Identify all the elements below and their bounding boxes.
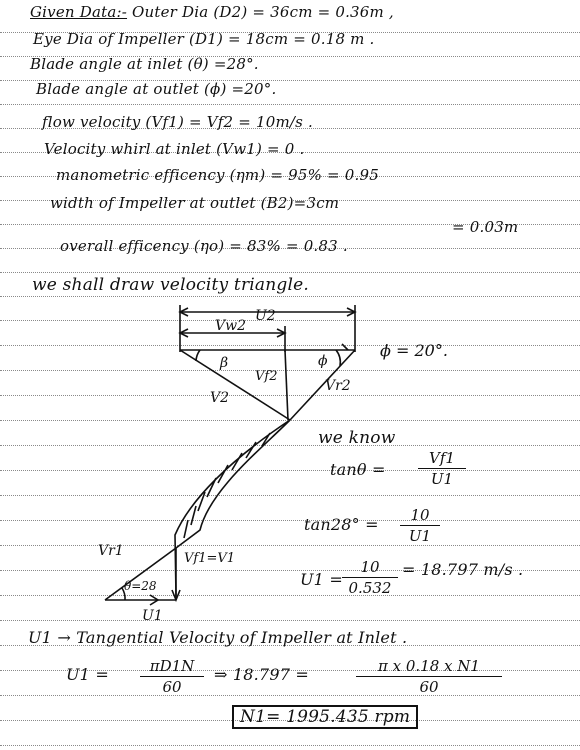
we-know-label: we know (318, 428, 396, 448)
phi-tick (342, 344, 348, 350)
tan-theta-numerator: Vf1 (429, 449, 455, 467)
tan28-fraction (400, 506, 440, 545)
tan28-lhs: tan28° = (304, 515, 379, 534)
fraction-bar (356, 676, 502, 677)
rpm-denominator: 60 (419, 678, 439, 696)
tan-theta-lhs: tanθ = (330, 460, 386, 479)
beta-label: β (220, 355, 229, 371)
phi-arc (336, 350, 340, 366)
impeller-vane-curve-inner (176, 420, 290, 548)
blade-angle-outlet-line: Blade angle at outlet (ϕ) =20°. (36, 80, 277, 98)
vf2-label: Vf2 (255, 369, 278, 384)
u1-eq-lhs: U1 = (300, 570, 343, 589)
u1-formula-fraction (140, 657, 204, 696)
velocity-whirl-line: Velocity whirl at inlet (Vw1) = 0 . (44, 140, 305, 158)
vr1-label: Vr1 (98, 543, 124, 559)
fraction-bar (140, 676, 204, 677)
u2-label: U2 (255, 308, 276, 324)
beta-arc (196, 350, 200, 361)
impeller-width-si-line: = 0.03m (452, 218, 519, 236)
u1-label: U1 (142, 608, 163, 624)
blade-angle-inlet-line: Blade angle at inlet (θ) =28°. (30, 55, 259, 73)
theta-label: θ=28 (124, 579, 157, 593)
tan28-denominator: U1 (408, 527, 432, 545)
u1-formula-numerator: πD1N (149, 657, 195, 675)
u1-fraction (342, 558, 398, 597)
vf2-vector (285, 350, 288, 420)
vr2-label: Vr2 (325, 378, 351, 394)
fraction-bar (342, 577, 398, 578)
implies-arrow-eq: ⇒ 18.797 = (214, 665, 309, 684)
rpm-numerator: π x 0.18 x N1 (378, 657, 480, 675)
v2-label: V2 (210, 390, 230, 406)
rpm-fraction (356, 657, 502, 696)
vane-hatch (184, 520, 188, 538)
outer-dia-text: Outer Dia (D2) = 36cm = 0.36m , (132, 3, 394, 21)
phi-label: ϕ (318, 353, 328, 369)
vane-hatch (191, 506, 196, 525)
vw2-label: Vw2 (215, 318, 247, 334)
phi-value-label: ϕ = 20°. (380, 341, 448, 360)
tangential-velocity-definition: U1 → Tangential Velocity of Impeller at Inlet . (28, 628, 408, 647)
u1-formula-lhs: U1 = (66, 665, 109, 684)
overall-efficiency-line: overall efficency (ηo) = 83% = 0.83 . (60, 237, 348, 255)
u1-numerator: 10 (360, 558, 380, 576)
tan28-numerator: 10 (410, 506, 430, 524)
final-rpm-result: N1= 1995.435 rpm (232, 705, 418, 729)
vane-hatch (218, 465, 228, 483)
u1-result: = 18.797 m/s . (402, 560, 524, 579)
vf1-label: Vf1=V1 (184, 551, 236, 566)
tan-theta-fraction (418, 449, 466, 488)
tan-theta-denominator: U1 (430, 470, 454, 488)
impeller-vane-curve (175, 420, 290, 596)
given-heading: Given Data:- (30, 3, 128, 21)
fraction-bar (418, 468, 466, 469)
impeller-width-line: width of Impeller at outlet (B2)=3cm (50, 194, 340, 212)
fraction-bar (400, 525, 440, 526)
manometric-efficiency-line: manometric efficency (ηm) = 95% = 0.95 (56, 166, 379, 184)
eye-dia-line: Eye Dia of Impeller (D1) = 18cm = 0.18 m . (33, 30, 375, 48)
u1-formula-denominator: 60 (162, 678, 182, 696)
velocity-triangle-intro: we shall draw velocity triangle. (32, 275, 309, 295)
u1-denominator: 0.532 (348, 579, 392, 597)
flow-velocity-line: flow velocity (Vf1) = Vf2 = 10m/s . (42, 113, 314, 131)
